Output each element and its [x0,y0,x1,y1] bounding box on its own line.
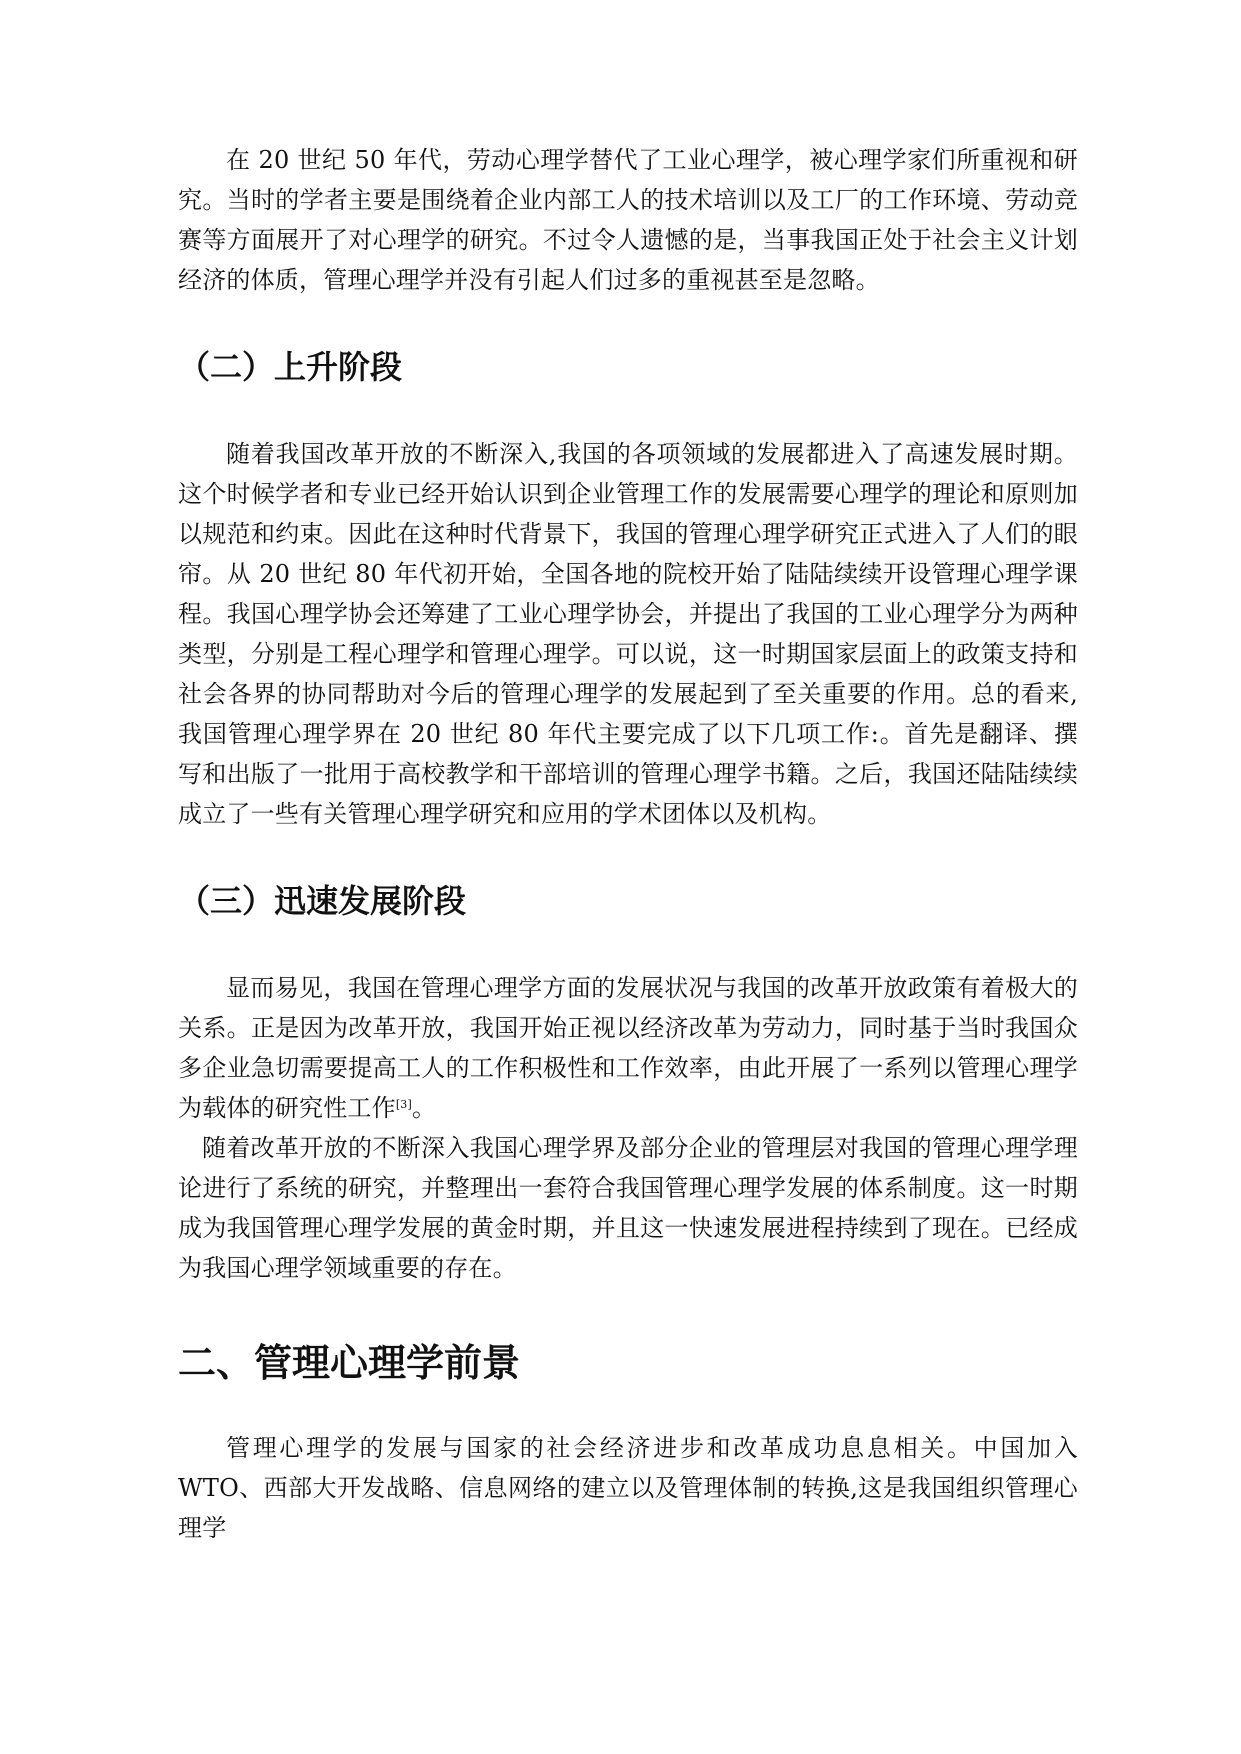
document-page [178,140,1078,1548]
spacer [178,1386,1078,1428]
spacer [178,921,1078,968]
spacer [178,387,1078,434]
spacer [178,300,1078,347]
heading-rapid-development-stage: （三）迅速发展阶段 [178,882,467,920]
paragraph-rising-stage: 随着我国改革开放的不断深入,我国的各项领域的发展都进入了高速发展时期。这个时候学者和专业已经开始认识到企业管理工作的发展需要心理学的理论和原则加以规范和约束。因此在这种时代背景下，我国的管理心理学研究正式进入了人们的眼帘。从 20 世纪 80 年代初开始，全国各地的院校开始了陆陆续续开设管理心理学课程。我国心理学协会还筹建了工业心理学协会，并提出了我国的工业心理学分为两种类型，分别是工程心理学和管理心理学。可以说，这一时期国家层面上的政策支持和社会各界的协同帮助对今后的管理心理学的发展起到了至关重要的作用。总的看来,我国管理心理学界在 20 世纪 80 年代主要完成了以下几项工作:。首先是翻译、撰写和出版了一批用于高校教学和干部培训的管理心理学书籍。之后，我国还陆陆续续成立了一些有关管理心理学研究和应用的学术团体以及机构。 [178,440,1078,828]
paragraph-golden-period: 随着改革开放的不断深入我国心理学界及部分企业的管理层对我国的管理心理学理论进行了系统的研究，并整理出一套符合我国管理心理学发展的体系制度。这一时期成为我国管理心理学发展的黄金时期，并且这一快速发展进程持续到了现在。已经成为我国心理学领域重要的存在。 [178,1134,1078,1282]
paragraph-rapid-development [178,968,1078,1128]
citation-marker: [3] [395,1098,412,1111]
paragraph-rapid-development-end: 。 [412,1094,437,1122]
paragraph-prospect: 管理心理学的发展与国家的社会经济进步和改革成功息息相关。中国加入 WTO、西部大开发战略、信息网络的建立以及管理体制的转换,这是我国组织管理心理学 [178,1434,1078,1542]
heading-management-psychology-prospect: 二、管理心理学前景 [178,1341,521,1385]
spacer [178,1288,1078,1340]
paragraph-rapid-development-text: 显而易见，我国在管理心理学方面的发展状况与我国的改革开放政策有着极大的关系。正是因为改革开放，我国开始正视以经济改革为劳动力，同时基于当时我国众多企业急切需要提高工人的工作积极性和工作效率，由此开展了一系列以管理心理学为载体的研究性工作 [178,974,1078,1122]
heading-rising-stage: （二）上升阶段 [178,348,403,386]
spacer [178,834,1078,881]
paragraph-labor-psychology: 在 20 世纪 50 年代，劳动心理学替代了工业心理学，被心理学家们所重视和研究。当时的学者主要是围绕着企业内部工人的技术培训以及工厂的工作环境、劳动竞赛等方面展开了对心理学的研究。不过令人遗憾的是，当事我国正处于社会主义计划经济的体质，管理心理学并没有引起人们过多的重视甚至是忽略。 [178,146,1078,294]
